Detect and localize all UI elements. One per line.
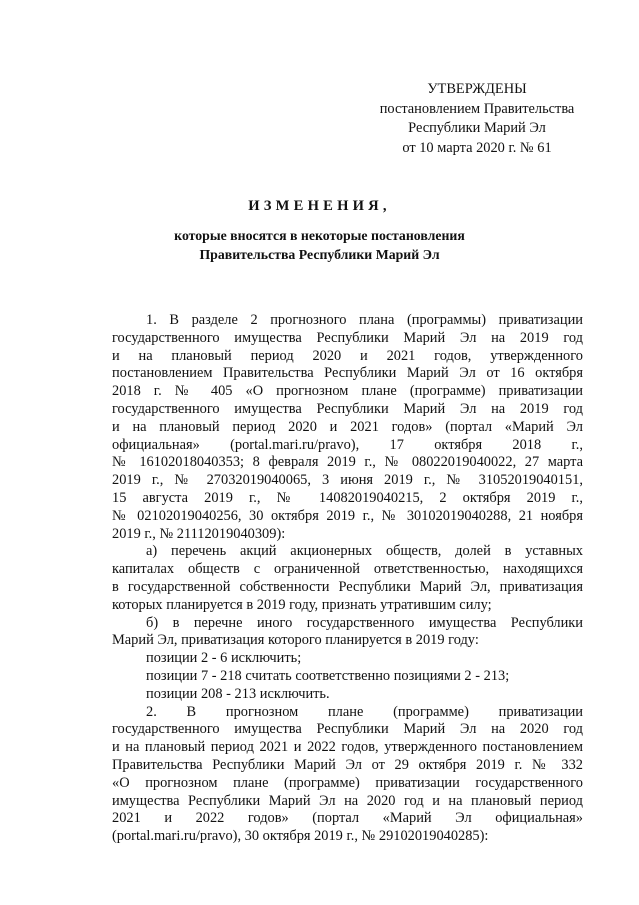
body-line: которых планируется в 2019 году, признать утратившим силу; [112,596,492,613]
body-line: 15 августа 2019 г., № 14082019040215, 2 октября 2019 г., [112,489,583,506]
approval-heading: УТВЕРЖДЕНЫ [427,81,527,97]
body-line: 2021 и 2022 годов» (портал «Марий Эл официальная» [112,810,583,827]
body-line: б) в перечне иного государственного имущества Республики [146,614,583,631]
body-line: «О прогнозном плане (программе) приватизации государственного [112,774,583,791]
body-line: а) перечень акций акционерных обществ, долей в уставных [146,543,583,560]
body-line: государственного имущества Республики Марий Эл на 2019 год [112,329,583,346]
body-line: постановлением Правительства Республики Марий Эл от 16 октября [112,365,583,382]
body-line: Марий Эл, приватизация которого планируется в 2019 году: [112,632,479,649]
document-subtitle [0,226,639,264]
body-line: 2019 г., № 21112019040309): [112,525,286,542]
body-line: капиталах обществ с ограниченной ответственностью, находящихся [112,561,583,578]
approval-date-number: от 10 марта 2020 г. № 61 [402,139,552,156]
body-line: позиции 208 - 213 исключить. [146,685,330,702]
body-line: № 02102019040256, 30 октября 2019 г., № 30102019040288, 21 ноября [112,507,583,524]
body-line: государственного имущества Республики Марий Эл на 2019 год [112,400,583,417]
body-line: имущества Республики Марий Эл на 2020 год и на плановый период [112,792,583,809]
subtitle-line: Правительства Республики Марий Эл [199,247,440,262]
approval-line: Республики Марий Эл [408,120,546,136]
body-line: позиции 7 - 218 считать соответственно позициями 2 - 213; [146,667,510,684]
body-line: официальная» (portal.mari.ru/pravo), 17 октября 2018 г., [112,436,583,453]
body-line: государственного имущества Республики Марий Эл на 2020 год [112,721,583,738]
body-line: и на плановый период 2020 и 2021 годов, утвержденного [112,347,583,364]
body-line: позиции 2 - 6 исключить; [146,650,302,667]
body-line: и на плановый период 2021 и 2022 годов, утвержденного постановлением [112,739,583,756]
approval-line: постановлением Правительства [379,100,575,117]
document-title: ИЗМЕНЕНИЯ, [248,198,391,214]
body-line: и на плановый период 2020 и 2021 годов» (портал «Марий Эл [112,418,583,435]
body-line: 2. В прогнозном плане (программе) приватизации [146,703,583,720]
approval-block [362,80,592,158]
body-line: в государственной собственности Республики Марий Эл, приватизация [112,578,583,595]
body-line: (portal.mari.ru/pravo), 30 октября 2019 г., № 29102019040285): [112,828,489,845]
body-line: Правительства Республики Марий Эл от 29 октября 2019 г. № 332 [112,756,583,773]
body-line: 2018 г. № 405 «О прогнозном плане (программе) приватизации [112,383,583,400]
body-line: 1. В разделе 2 прогнозного плана (программы) приватизации [146,312,583,328]
subtitle-line: которые вносятся в некоторые постановления [174,228,465,243]
document-body [112,312,583,846]
body-line: 2019 г., № 27032019040065, 3 июня 2019 г., № 31052019040151, [112,472,583,489]
body-line: № 16102018040353; 8 февраля 2019 г., № 08022019040022, 27 марта [112,454,583,471]
